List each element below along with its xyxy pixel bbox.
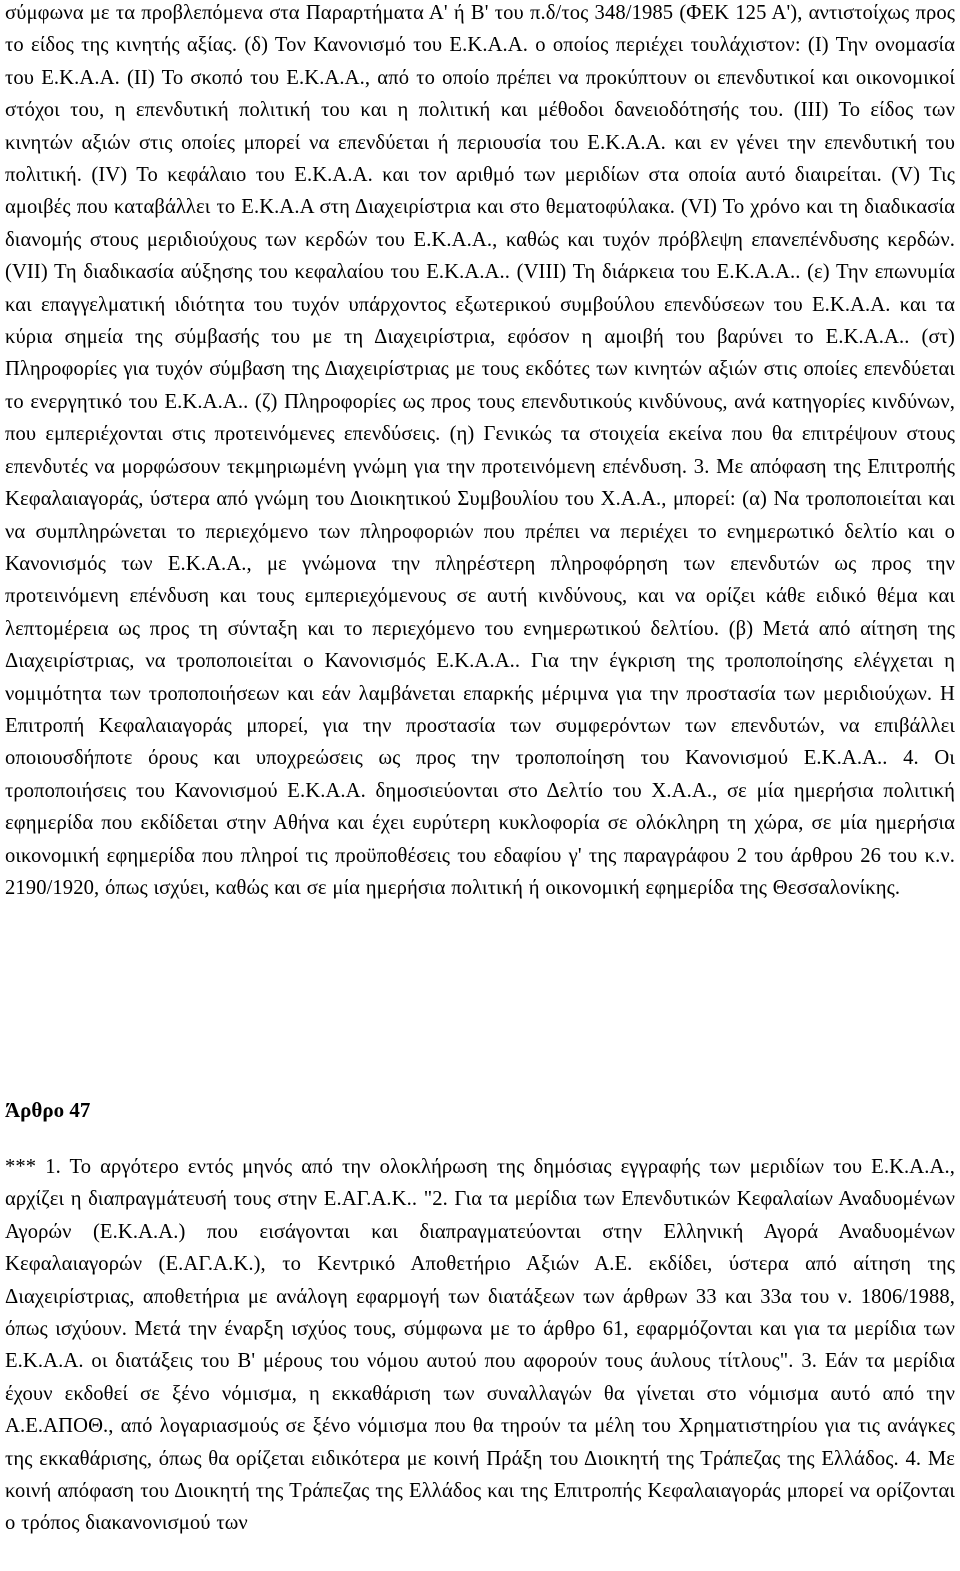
article-heading: Άρθρο 47	[5, 1098, 91, 1122]
article-47-paragraph: *** 1. Το αργότερο εντός μηνός από την ολοκλήρωση της δημόσιας εγγραφής των μεριδίων του Ε.Κ.Α.Α., αρχίζει η διαπραγμάτευσή τους στην Ε.ΑΓ.Α.Κ.. "2. Για τα μερίδια των Επενδυτικών Κεφαλαίων Αναδυομένων Αγορών (Ε.Κ.Α.Α.) που εισάγονται και διαπραγματεύονται στην Ελληνική Αγορά Αναδυομένων Κεφαλαιαγορών (Ε.ΑΓ.Α.Κ.), το Κεντρικό Αποθετήριο Αξιών Α.Ε. εκδίδει, ύστερα από αίτηση της Διαχειρίστριας, αποθετήρια με ανάλογη εφαρμογή των διατάξεων των άρθρων 33 και 33α του ν. 1806/1988, όπως ισχύουν. Μετά την έναρξη ισχύος τους, σύμφωνα με το άρθρο 61, εφαρμόζονται και για τα μερίδια των Ε.Κ.Α.Α. οι διατάξεις του Β' μέρους του νόμου αυτού που αφορούν τους άυλους τίτλους". 3. Εάν τα μερίδια έχουν εκδοθεί σε ξένο νόμισμα, η εκκαθάριση των συναλλαγών θα γίνεται στο νόμισμα αυτό από την Α.Ε.ΑΠΟΘ., από λογαριασμούς σε ξένο νόμισμα που θα τηρούν τα μέλη του Χρηματιστηρίου για τις ανάγκες της εκκαθάρισης, όπως θα ορίζεται ειδικότερα με κοινή Πράξη του Διοικητή της Τράπεζας της Ελλάδος. 4. Με κοινή απόφαση του Διοικητή της Τράπεζας της Ελλάδος και της Επιτροπής Κεφαλαιαγοράς μπορεί να ορίζονται ο τρόπος διακανονισμού των	[5, 1156, 955, 1535]
body-paragraph-continuation: σύμφωνα με τα προβλεπόμενα στα Παραρτήματα Α' ή Β' του π.δ/τος 348/1985 (ΦΕΚ 125 Α'), αντιστοίχως προς το είδος της κινητής αξίας. (δ) Τον Κανονισμό του Ε.Κ.Α.Α. ο οποίος περιέχει τουλάχιστον: (Ι) Την ονομασία του Ε.Κ.Α.Α. (ΙΙ) Το σκοπό του Ε.Κ.Α.Α., από το οποίο πρέπει να προκύπτουν οι επενδυτικοί και οικονομικοί στόχοι του, η επενδυτική πολιτική του και η πολιτική και μέθοδοι δανειοδότησής του. (ΙΙΙ) Το είδος των κινητών αξιών στις οποίες μπορεί να επενδύεται ή περιουσία του Ε.Κ.Α.Α. και εν γένει την επενδυτική του πολιτική. (ΙV) Το κεφάλαιο του Ε.Κ.Α.Α. και τον αριθμό των μεριδίων στα οποία αυτό διαιρείται. (V) Τις αμοιβές που καταβάλλει το Ε.Κ.Α.Α στη Διαχειρίστρια και στο θεματοφύλακα. (VΙ) Το χρόνο και τη διαδικασία διανομής στους μεριδιούχους των κερδών του Ε.Κ.Α.Α., καθώς και τυχόν πρόβλεψη επανεπένδυσης κερδών. (VΙΙ) Τη διαδικασία αύξησης του κεφαλαίου του Ε.Κ.Α.Α.. (VΙΙΙ) Τη διάρκεια του Ε.Κ.Α.Α.. (ε) Την επωνυμία και επαγγελματική ιδιότητα του τυχόν υπάρχοντος εξωτερικού συμβούλου επενδύσεων του Ε.Κ.Α.Α. και τα κύρια σημεία της σύμβασής του με τη Διαχειρίστρια, εφόσον η αμοιβή του βαρύνει το Ε.Κ.Α.Α.. (στ) Πληροφορίες για τυχόν σύμβαση της Διαχειρίστριας με τους εκδότες των κινητών αξιών στις οποίες επενδύεται το ενεργητικό του Ε.Κ.Α.Α.. (ζ) Πληροφορίες ως προς τους επενδυτικούς κινδύνους, ανά κατηγορίες κινδύνων, που εμπεριέχονται στις προτεινόμενες επενδύσεις. (η) Γενικώς τα στοιχεία εκείνα που θα επιτρέψουν στους επενδυτές να μορφώσουν τεκμηριωμένη γνώμη για την προτεινόμενη επένδυση. 3. Με απόφαση της Επιτροπής Κεφαλαιαγοράς, ύστερα από γνώμη του Διοικητικού Συμβουλίου του Χ.Α.Α., μπορεί: (α) Να τροποποιείται και να συμπληρώνεται το περιεχόμενο των πληροφοριών που πρέπει να περιέχει το ενημερωτικό δελτίο και ο Κανονισμός των Ε.Κ.Α.Α., με γνώμονα την πληρέστερη πληροφόρηση των επενδυτών ως προς την προτεινόμενη επένδυση και τους εμπεριεχόμενους σε αυτή κινδύνους, και να ορίζει κάθε ειδικό θέμα και λεπτομέρεια ως προς τη σύνταξη και το περιεχόμενο του ενημερωτικού δελτίου. (β) Μετά από αίτηση της Διαχειρίστριας, να τροποποιείται ο Κανονισμός Ε.Κ.Α.Α.. Για την έγκριση της τροποποίησης ελέγχεται η νομιμότητα των τροποποιήσεων και εάν λαμβάνεται επαρκής μέριμνα για την προστασία των μεριδιούχων. Η Επιτροπή Κεφαλαιαγοράς μπορεί, για την προστασία των συμφερόντων των επενδυτών, να επιβάλλει οποιουσδήποτε όρους και υποχρεώσεις ως προς την τροποποίηση του Κανονισμού Ε.Κ.Α.Α.. 4. Οι τροποποιήσεις του Κανονισμού Ε.Κ.Α.Α. δημοσιεύονται στο Δελτίο του Χ.Α.Α., σε μία ημερήσια πολιτική εφημερίδα που εκδίδεται στην Αθήνα και έχει ευρύτερη κυκλοφορία σε ολόκληρη τη χώρα, σε μία ημερήσια οικονομική εφημερίδα που πληροί τις προϋποθέσεις του εδαφίου γ' της παραγράφου 2 του άρθρου 26 του κ.ν. 2190/1920, όπως ισχύει, καθώς και σε μία ημερήσια πολιτική ή οικονομική εφημερίδα της Θεσσαλονίκης.	[5, 2, 955, 899]
